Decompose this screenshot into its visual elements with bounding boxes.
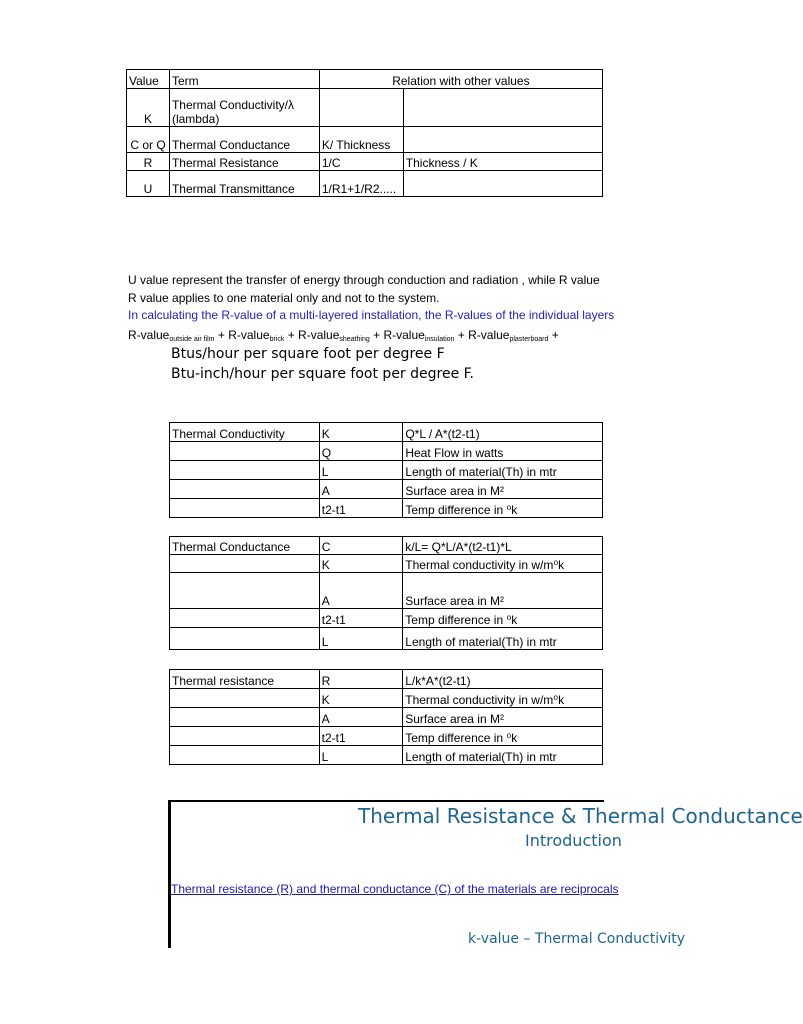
res-symbol: L bbox=[319, 746, 403, 765]
conductance-table bbox=[169, 536, 603, 650]
header-relation: Relation with other values bbox=[319, 70, 602, 89]
cond-symbol: A bbox=[319, 480, 403, 499]
row-u-value: U bbox=[127, 171, 170, 197]
res-desc: Thermal conductivity in w/m⁰k bbox=[403, 689, 603, 708]
cond-cell bbox=[170, 442, 320, 461]
res-desc: Surface area in M² bbox=[403, 708, 603, 727]
res-symbol: A bbox=[319, 708, 403, 727]
cond-label: Thermal Conductivity bbox=[170, 423, 320, 442]
row-c-rel2 bbox=[403, 127, 602, 153]
section-top-border bbox=[168, 800, 604, 802]
unit-line-1: Btus/hour per square foot per degree F bbox=[171, 346, 445, 362]
row-r-term: Thermal Resistance bbox=[169, 153, 319, 171]
row-k-rel1 bbox=[319, 89, 403, 127]
cond-symbol: L bbox=[319, 461, 403, 480]
ctance-label: Thermal Conductance bbox=[170, 537, 320, 555]
unit-line-2: Btu-inch/hour per square foot per degree F. bbox=[171, 366, 474, 382]
header-term: Term bbox=[169, 70, 319, 89]
cond-desc: Surface area in M² bbox=[403, 480, 603, 499]
ctance-symbol: K bbox=[319, 555, 403, 573]
resistance-table bbox=[169, 669, 603, 765]
cond-cell bbox=[170, 461, 320, 480]
cond-cell bbox=[170, 499, 320, 518]
cond-cell bbox=[170, 480, 320, 499]
ctance-desc: Temp difference in ⁰k bbox=[403, 609, 603, 628]
conductivity-table bbox=[169, 422, 603, 518]
row-k-term: Thermal Conductivity/λ (lambda) bbox=[169, 89, 319, 127]
res-desc: Temp difference in ⁰k bbox=[403, 727, 603, 746]
r-value-formula: R-value$_{outside air film}$ + R-value$_{brick}$ + R-value$_{sheathing}$ + R-value$_{insulation}$ + R-value$_{plasterboard}$ + bbox=[128, 328, 559, 343]
row-u-rel1: 1/R1+1/R2..... bbox=[319, 171, 403, 197]
header-value: Value bbox=[127, 70, 170, 89]
ctance-symbol: L bbox=[319, 628, 403, 650]
note-line-3: In calculating the R-value of a multi-layered installation, the R-values of the individual layers bbox=[128, 308, 615, 322]
row-c-value: C or Q bbox=[127, 127, 170, 153]
section-link[interactable]: Thermal resistance (R) and thermal conductance (C) of the materials are reciprocals bbox=[171, 882, 619, 896]
res-desc: Length of material(Th) in mtr bbox=[403, 746, 603, 765]
cond-desc: Temp difference in ⁰k bbox=[403, 499, 603, 518]
section-subtitle: Introduction bbox=[525, 831, 622, 850]
ctance-symbol: t2-t1 bbox=[319, 609, 403, 628]
res-label: Thermal resistance bbox=[170, 670, 320, 689]
cond-symbol: Q bbox=[319, 442, 403, 461]
row-k-rel2 bbox=[403, 89, 602, 127]
row-r-rel2: Thickness / K bbox=[403, 153, 602, 171]
res-symbol: K bbox=[319, 689, 403, 708]
ctance-formula: k/L= Q*L/A*(t2-t1)*L bbox=[403, 537, 603, 555]
note-line-2: R value applies to one material only and not to the system. bbox=[128, 291, 440, 305]
row-u-rel2 bbox=[403, 171, 602, 197]
res-cell bbox=[170, 746, 320, 765]
ctance-cell bbox=[170, 555, 320, 573]
res-cell bbox=[170, 708, 320, 727]
res-symbol: t2-t1 bbox=[319, 727, 403, 746]
ctance-desc: Thermal conductivity in w/m⁰k bbox=[403, 555, 603, 573]
cond-formula: Q*L / A*(t2-t1) bbox=[403, 423, 603, 442]
res-cell bbox=[170, 727, 320, 746]
kvalue-heading: k-value – Thermal Conductivity bbox=[468, 931, 686, 947]
note-line-1: U value represent the transfer of energy through conduction and radiation , while R value bbox=[128, 273, 600, 287]
ctance-desc: Length of material(Th) in mtr bbox=[403, 628, 603, 650]
row-c-term: Thermal Conductance bbox=[169, 127, 319, 153]
ctance-cell bbox=[170, 628, 320, 650]
relations-table bbox=[126, 69, 603, 197]
cond-desc: Length of material(Th) in mtr bbox=[403, 461, 603, 480]
ctance-symbol: A bbox=[319, 573, 403, 609]
row-r-rel1: 1/C bbox=[319, 153, 403, 171]
section-title: Thermal Resistance & Thermal Conductance bbox=[358, 804, 803, 828]
res-symbol: R bbox=[319, 670, 403, 689]
ctance-symbol: C bbox=[319, 537, 403, 555]
cond-symbol: K bbox=[319, 423, 403, 442]
row-c-rel1: K/ Thickness bbox=[319, 127, 403, 153]
res-formula: L/k*A*(t2-t1) bbox=[403, 670, 603, 689]
ctance-cell bbox=[170, 573, 320, 609]
cond-desc: Heat Flow in watts bbox=[403, 442, 603, 461]
ctance-desc: Surface area in M² bbox=[403, 573, 603, 609]
row-u-term: Thermal Transmittance bbox=[169, 171, 319, 197]
row-k-value: K bbox=[127, 89, 170, 127]
row-r-value: R bbox=[127, 153, 170, 171]
res-cell bbox=[170, 689, 320, 708]
ctance-cell bbox=[170, 609, 320, 628]
section-left-border bbox=[168, 800, 171, 948]
cond-symbol: t2-t1 bbox=[319, 499, 403, 518]
